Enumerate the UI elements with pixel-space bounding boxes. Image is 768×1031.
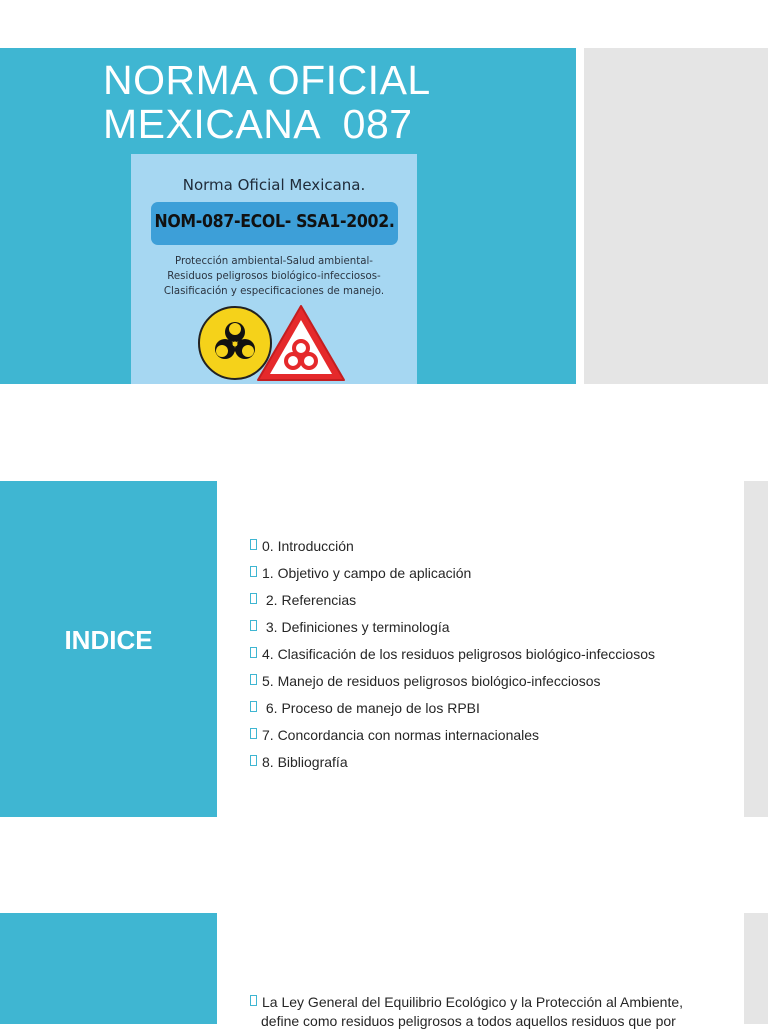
bullet-icon xyxy=(250,995,257,1006)
bullet-icon xyxy=(250,701,257,712)
slide1-title-line2: MEXICANA 087 xyxy=(103,101,413,147)
list-item xyxy=(250,642,740,669)
list-item-text: 8. Bibliografía xyxy=(262,754,348,770)
slide1-side-panel xyxy=(584,48,768,384)
bullet-icon xyxy=(250,674,257,685)
bullet-icon xyxy=(250,728,257,739)
list-item-text: 3. Definiciones y terminología xyxy=(262,619,450,635)
list-item xyxy=(250,750,740,777)
bullet-icon xyxy=(250,539,257,550)
list-item-text: 2. Referencias xyxy=(262,592,357,608)
list-item-text: 7. Concordancia con normas internacionales xyxy=(262,727,540,743)
biohazard-circle-icon xyxy=(199,307,271,379)
bullet-icon xyxy=(250,620,257,631)
bullet-icon xyxy=(250,566,257,577)
card-description xyxy=(137,254,411,299)
slide1-title-line1: NORMA OFICIAL xyxy=(103,57,431,103)
index-list xyxy=(250,534,740,777)
list-item xyxy=(250,588,740,615)
slide2-side-panel xyxy=(744,481,768,817)
list-item xyxy=(250,561,740,588)
slide3-body-text xyxy=(250,993,710,1031)
list-item xyxy=(250,723,740,750)
slide3-text-line xyxy=(250,1012,710,1031)
card-description-line: Residuos peligrosos biológico-infecciosos- xyxy=(167,271,381,282)
slide3-text-line2: define como residuos peligrosos a todos aquellos residuos que por xyxy=(261,1013,676,1029)
list-item-text: 5. Manejo de residuos peligrosos biológico-infecciosos xyxy=(262,673,601,689)
slide3-accent-panel xyxy=(0,913,217,1024)
index-title: INDICE xyxy=(64,625,153,655)
card-heading: Norma Oficial Mexicana. xyxy=(182,176,366,194)
list-item xyxy=(250,669,740,696)
card-description-line: Clasificación y especificaciones de manejo. xyxy=(163,286,385,297)
list-item xyxy=(250,534,740,561)
norm-code-badge xyxy=(151,202,398,245)
list-item xyxy=(250,615,740,642)
bullet-icon xyxy=(250,647,257,658)
list-item-text: 0. Introducción xyxy=(262,538,354,554)
slide3-text-line1: La Ley General del Equilibrio Ecológico y la Protección al Ambiente, xyxy=(262,994,684,1010)
bullet-icon xyxy=(250,593,257,604)
hazard-icons xyxy=(197,300,347,384)
norm-code: NOM-087-ECOL- SSA1-2002. xyxy=(154,212,395,232)
list-item-text: 1. Objetivo y campo de aplicación xyxy=(262,565,472,581)
bullet-icon xyxy=(250,755,257,766)
norm-cover-image xyxy=(131,154,417,384)
list-item-text: 4. Clasificación de los residuos peligrosos biológico-infecciosos xyxy=(262,646,655,662)
slide3-text-line xyxy=(250,993,710,1012)
card-description-line: Protección ambiental-Salud ambiental- xyxy=(175,256,373,267)
list-item-text: 6. Proceso de manejo de los RPBI xyxy=(262,700,480,716)
list-item xyxy=(250,696,740,723)
slide1-title xyxy=(103,58,563,146)
slide3-side-panel xyxy=(744,913,768,1024)
